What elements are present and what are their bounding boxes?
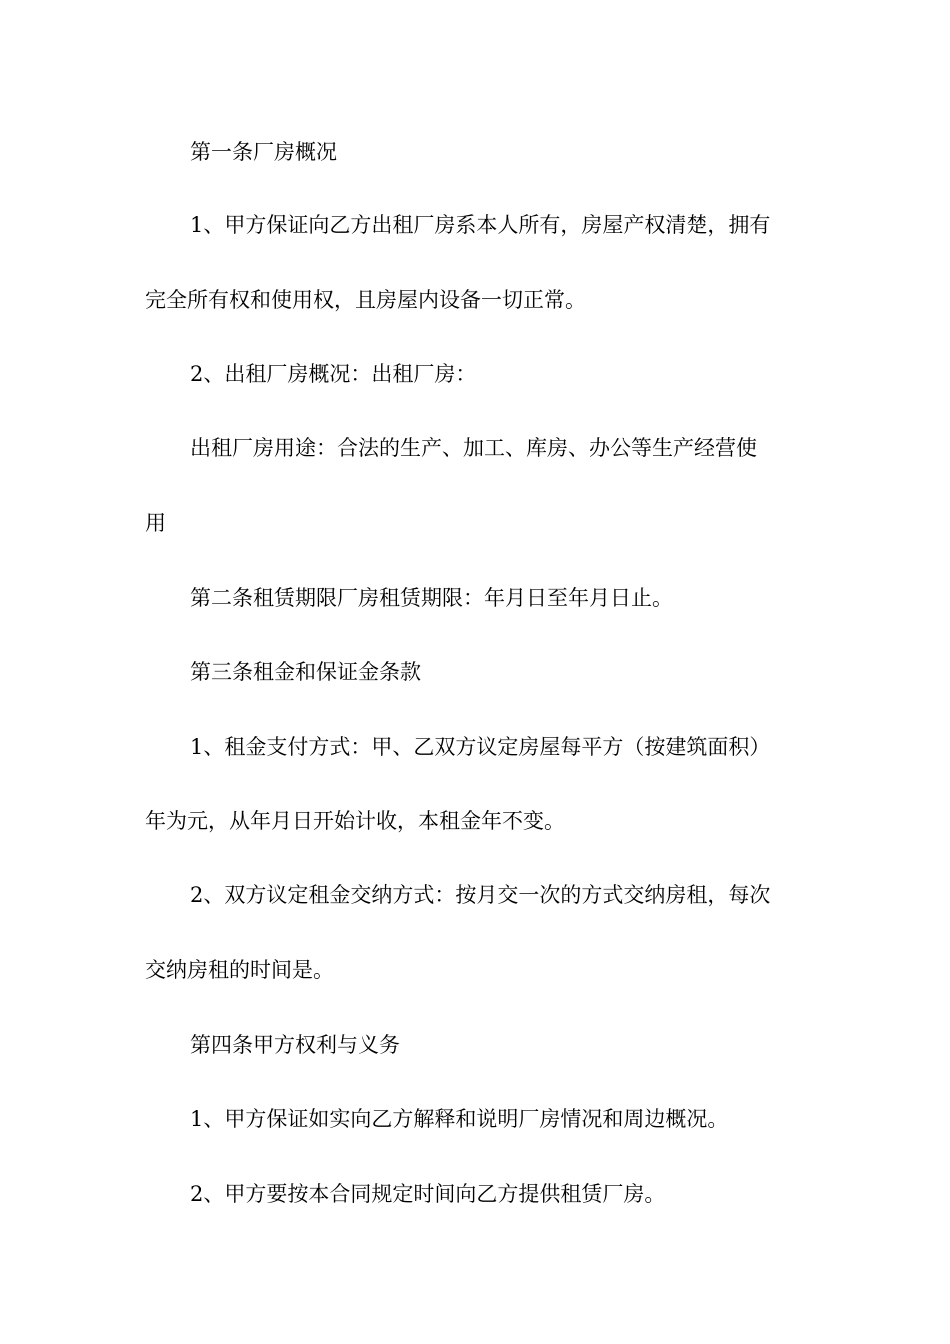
section-heading-3: 第三条租金和保证金条款 bbox=[190, 660, 421, 684]
paragraph-line: 1、甲方保证如实向乙方解释和说明厂房情况和周边概况。 bbox=[190, 1107, 729, 1131]
section-heading-1: 第一条厂房概况 bbox=[190, 140, 337, 164]
paragraph-line: 1、租金支付方式：甲、乙双方议定房屋每平方（按建筑面积） bbox=[190, 735, 771, 759]
paragraph-line: 2、出租厂房概况：出租厂房： bbox=[190, 362, 477, 386]
paragraph-line: 交纳房租的时间是。 bbox=[145, 958, 334, 982]
paragraph-line: 完全所有权和使用权，且房屋内设备一切正常。 bbox=[145, 288, 586, 312]
section-heading-4: 第四条甲方权利与义务 bbox=[190, 1033, 400, 1057]
section-heading-2: 第二条租赁期限厂房租赁期限：年月日至年月日止。 bbox=[190, 586, 673, 610]
paragraph-line: 1、甲方保证向乙方出租厂房系本人所有，房屋产权清楚，拥有 bbox=[190, 213, 771, 237]
paragraph-line: 出租厂房用途：合法的生产、加工、库房、办公等生产经营使 bbox=[190, 436, 757, 460]
paragraph-line: 年为元，从年月日开始计收，本租金年不变。 bbox=[145, 809, 565, 833]
paragraph-line: 2、甲方要按本合同规定时间向乙方提供租赁厂房。 bbox=[190, 1182, 666, 1206]
paragraph-line: 用 bbox=[145, 511, 166, 535]
paragraph-line: 2、双方议定租金交纳方式：按月交一次的方式交纳房租，每次 bbox=[190, 883, 771, 907]
